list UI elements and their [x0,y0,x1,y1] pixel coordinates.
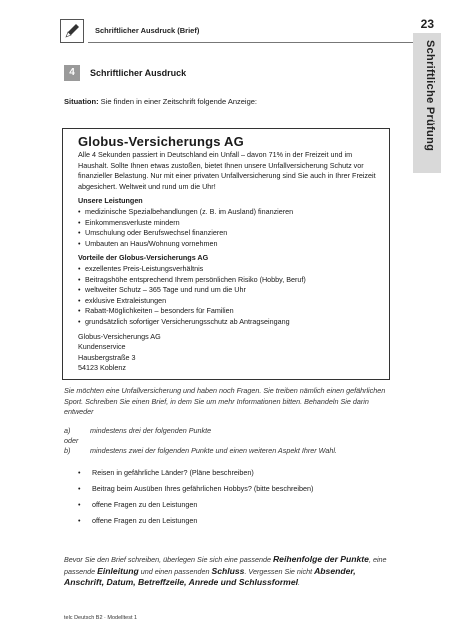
address-line: Globus-Versicherungs AG [78,331,161,341]
list-item: • Umschulung oder Berufswechsel finanzieren [78,228,383,239]
task-intro: Sie möchten eine Unfallversicherung und haben noch Fragen. Sie treiben nämlich einen gefährlichen Sport. Schreiben Sie einen Brief, in dem Sie um mehr Informationen bitten. Behandeln Sie darin entweder [64,386,386,417]
advertisement-content [78,134,383,374]
ad-intro: Alle 4 Sekunden passiert in Deutschland ein Unfall – davon 71% in der Freizeit und im Haushalt. Sollte Ihnen etwas zustoßen, bietet Ihnen unsere Unfallversicherung Schutz vor finanzieller Belastung. Nur mit einer privaten Unfallversicherung sind Sie auch in Ihrer Freizeit abgesichert. Weltweit und rund um die Uhr! [78,150,376,191]
side-tab-label: Schriftliche Prüfung [424,40,436,152]
situation-line [64,97,257,106]
list-item: • Reisen in gefährliche Länder? (Pläne beschreiben) [78,468,388,484]
option-a-label: a) [64,426,71,435]
option-a-text: mindestens drei der folgenden Punkte [90,426,212,435]
outro-text: Bevor Sie den Brief schreiben, überlegen Sie sich eine passende [64,555,273,564]
list-item: • offene Fragen zu den Leistungen [78,516,388,532]
situation-label: Situation: [64,97,99,106]
list-item: • exzellentes Preis-Leistungsverhältnis [78,264,383,275]
ad-address [78,332,383,374]
outro-text: , eine passende [64,555,387,576]
list-item: • weltweiter Schutz – 365 Tage und rund um die Uhr [78,285,383,296]
header-title: Schriftlicher Ausdruck (Brief) [95,26,200,35]
services-heading: Unsere Leistungen [78,196,143,206]
list-item: • Einkommensverluste mindern [78,218,383,229]
list-item: • medizinische Spezialbehandlungen (z. B. im Ausland) finanzieren [78,207,383,218]
section-number: 4 [64,65,80,81]
address-line: 54123 Koblenz [78,363,126,373]
outro-bold: Reihenfolge der Punkte [272,554,369,564]
header-rule [88,42,423,43]
address-line: Hausbergstraße 3 [78,352,136,362]
page-number: 23 [420,17,434,31]
outro-text: . Vergessen Sie nicht [244,566,315,576]
option-b-label: b) [64,446,71,455]
footer: telc Deutsch B2 · Modelltest 1 [64,615,138,621]
list-item: • Beitrag beim Ausüben Ihres gefährlichen Hobbys? (bitte beschreiben) [78,484,388,500]
list-item: • offene Fragen zu den Leistungen [78,500,388,516]
services-list [78,207,383,249]
list-item: • grundsätzlich sofortiger Versicherungsschutz ab Antragseingang [78,317,383,328]
section-title: Schriftlicher Ausdruck [90,68,187,78]
outro-text: . [298,578,300,588]
list-item: • Beitragshöhe entsprechend Ihrem persönlichen Risiko (Hobby, Beruf) [78,275,383,286]
outro-bold: Einleitung [97,565,139,576]
or-text: oder [64,436,79,445]
outro-text: und einen passenden [138,566,212,576]
outro-bold: Schluss [211,565,245,576]
pencil-icon-box [60,19,84,43]
option-a [64,426,211,435]
option-b [64,446,337,455]
list-item: • Rabatt-Möglichkeiten – besonders für Familien [78,306,383,317]
advantages-heading: Vorteile der Globus-Versicherungs AG [78,253,209,263]
list-item: • exklusive Extraleistungen [78,296,383,307]
option-b-text: mindestens zwei der folgenden Punkte und einen weiteren Aspekt Ihrer Wahl. [90,446,337,455]
task-points [78,468,388,532]
address-line: Kundenservice [78,342,126,352]
pencil-icon [61,20,83,42]
outro-bold: Absender, Anschrift, Datum, Betreffzeile, Anrede und Schlussformel [64,565,356,588]
list-item: • Umbauten an Haus/Wohnung vornehmen [78,239,383,250]
task-outro [64,554,394,589]
situation-text: Sie finden in einer Zeitschrift folgende Anzeige: [98,97,258,106]
advantages-list [78,264,383,328]
ad-title: Globus-Versicherungs AG [78,134,244,149]
